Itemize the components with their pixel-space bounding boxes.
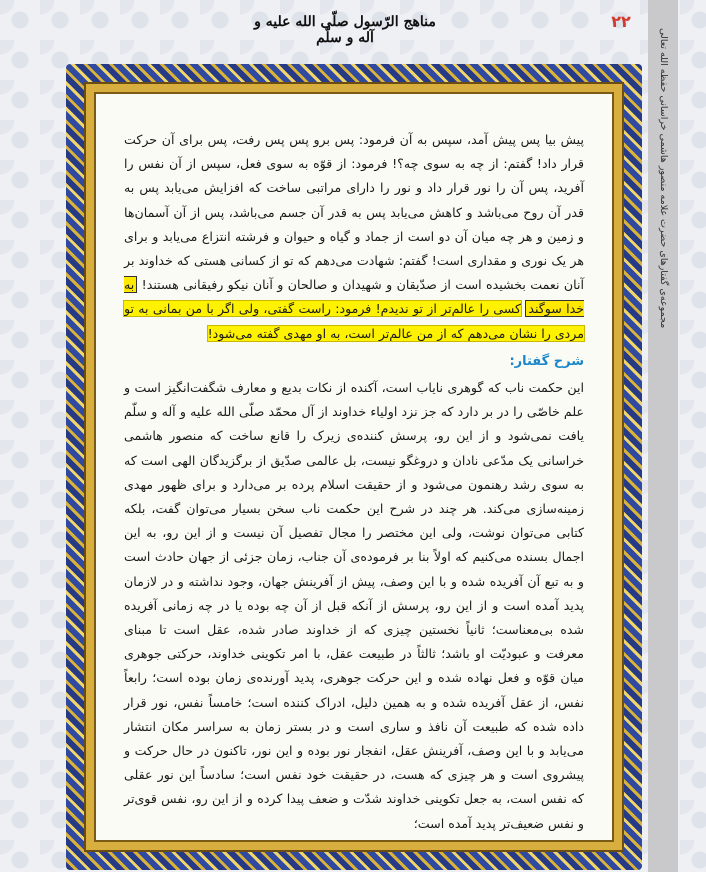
section-heading: شرح گفتار:	[509, 353, 584, 369]
book-title: مناهج الرّسول صلّی الله علیه و آله و سلّم	[254, 14, 436, 46]
paragraph	[124, 128, 584, 346]
main-text	[124, 128, 584, 836]
side-tab	[648, 0, 678, 872]
page-header	[0, 0, 648, 50]
quote-text: پیش بیا پس پیش آمد، سپس به آن فرمود: پس برو پس پس رفت، پس برای آن حرکت قرار داد! گفتم: از چه به سوی چه؟! فرمود: از قوّه به سوی فعل، سپس از آن نفس را آفرید، پس آن را نور قرار داد و نور را دارای مراتبی ساخت که افزایش می‌یابد پس به قدر آن روح می‌باشد و کاهش می‌یابد پس به قدر آن جسم می‌باشد، پس از آن آسمان‌ها و زمین و هر چه میان آن دو است از جماد و گیاه و حیوان و فرشته انتزاع می‌یابد و برای هر یک نوری و مقداری است! گفتم: شهادت می‌دهم که تو از کسانی هستی که خداوند بر آنان نعمت بخشیده است از صدّیقان و شهیدان و صالحان و آنان نیکو رفیقانی هستند!	[124, 132, 584, 293]
paragraph: این حکمت ناب که گوهری نایاب است، آکنده از نکات بدیع و معارف شگفت‌انگیز است و علم خاصّی را در بر دارد که جز نزد اولیاء خداوند از آل محمّد صلّی الله علیه و آله و سلّم یافت نمی‌شود و از این رو، پرسش کننده‌ی زیرک را قانع ساخت که منصور هاشمی خراسانی یک مدّعی نادان و دروغگو نیست، بل عالمی صدّیق از برگزیدگان الهی است که به سوی رشد رهنمون می‌شود و از حقیقت اسلام پرده بر می‌دارد و برای ظهور مهدی زمینه‌سازی می‌کند. هر چند در شرح این حکمت ناب سخن بسیار می‌توان گفت، بلکه کتابی می‌توان نوشت، ولی این مختصر را مجال تفصیل آن نیست و از این رو، به این اجمال بسنده می‌کنیم که اولاً بنا بر فرموده‌ی آن جناب، زمان جزئی از جهان حادث است و به تبع آن آفریده شده و با این وصف، پیش از آفرینش جهان، وجود نداشته و در لازمان پدید آمده است و از این رو، پرسش از آنکه قبل از آن چه بوده یا در چه زمانی آفریده شده بی‌معناست؛ ثانیاً نخستین چیزی که از خداوند صادر شده، عقل است تا مبنای معرفت و عبودیّت او باشد؛ ثالثاً در طبیعت عقل، با امر تکوینی خداوند، حرکتی جوهری میان قوّه و فعل نهاده شده و این حرکت جوهری، پدید آورنده‌ی زمان بوده است؛ رابعاً نفس، از عقل آفریده شده و به همین دلیل، ادراک کننده است؛ خامساً نفس، نور قرار داده شده که طبیعت آن نافذ و ساری است و در بستر زمان به سراسر مکان انتشار می‌یابد و با این وصف، آفرینش عقل، انفجار نور بوده و این نور، تاکنون در حال حرکت و پیشروی است و هر چیزی که هست، در حقیقت خود نفس است؛ سادساً این نور عقلی که نفس است، به جعل تکوینی خداوند شدّت و ضعف پیدا کرده و از این رو، نفس قوی‌تر و نفس ضعیف‌تر پدید آمده است؛	[124, 380, 584, 831]
highlighted-quote: کسی را عالم‌تر از تو ندیدم! فرمود: راست گفتی، ولی اگر با من بمانی به تو مردی را نشان می‌دهم که از من عالم‌تر است، به او مهدی گفته می‌شود!	[124, 301, 584, 341]
highlighted-oath: به خدا سوگند	[124, 277, 584, 317]
page-number: ۲۲	[611, 12, 631, 31]
side-tab-text: مجموعه‌ی گفتارهای حضرت علامه منصور هاشمی خراسانی حفظه الله تعالی	[658, 28, 669, 329]
